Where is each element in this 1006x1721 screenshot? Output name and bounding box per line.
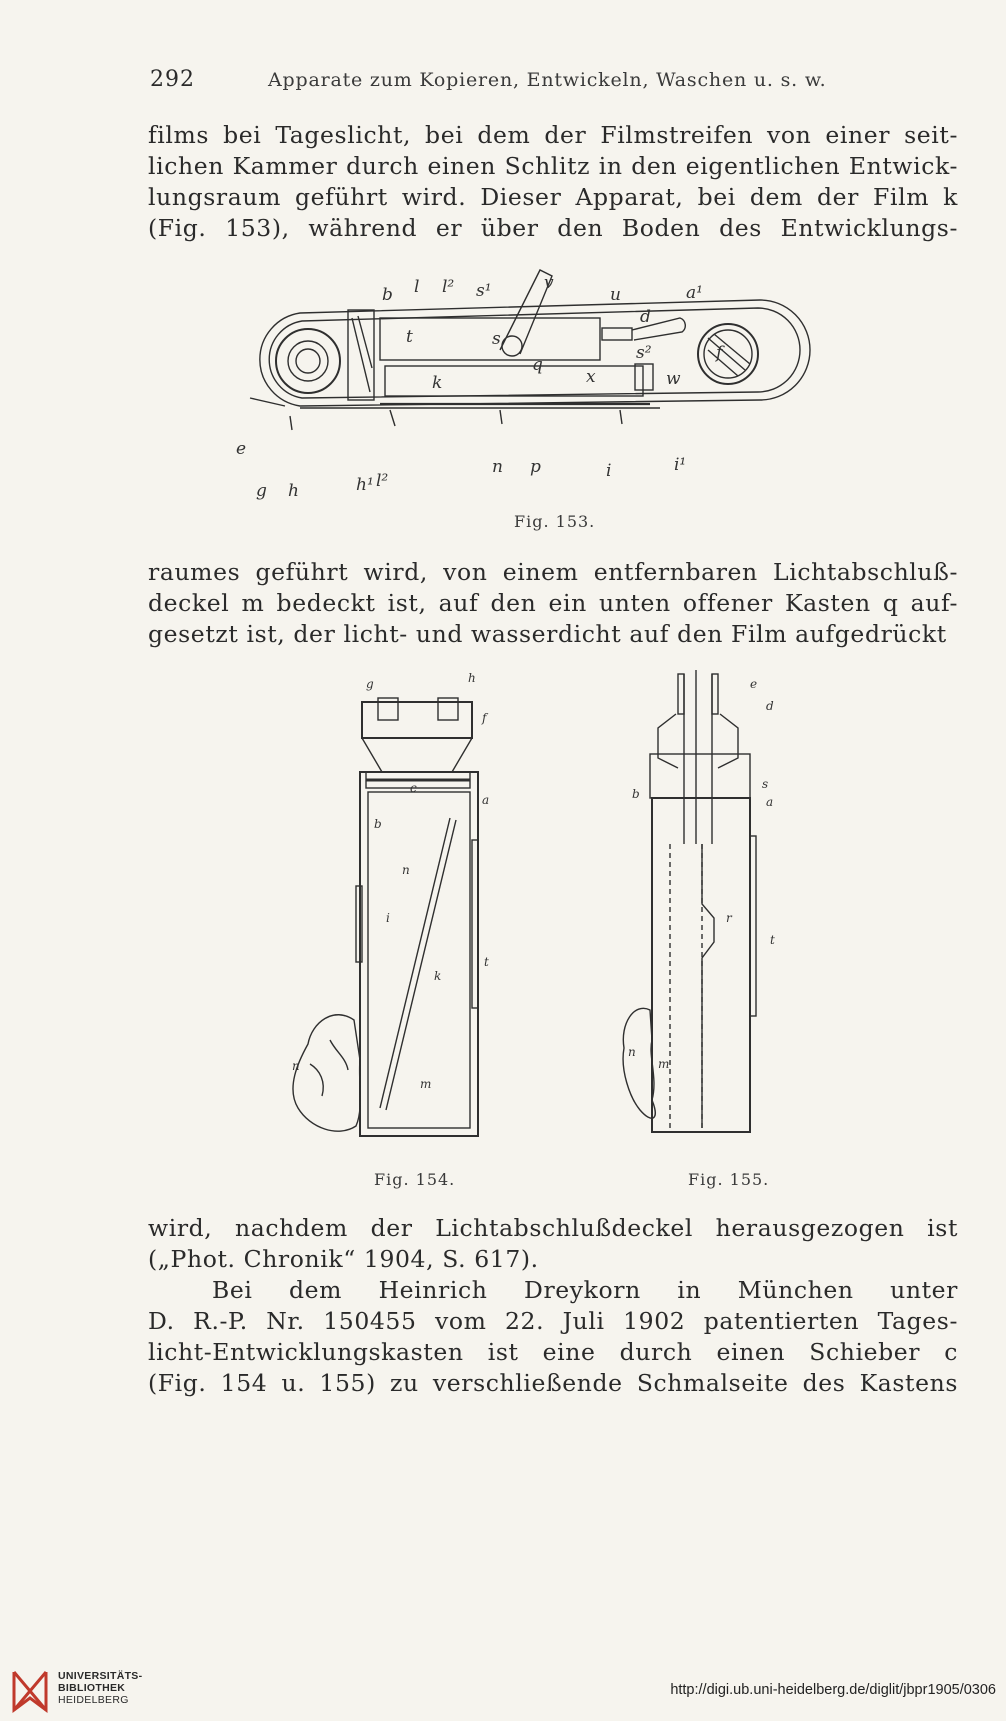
fig153-label: b bbox=[382, 285, 393, 305]
fig154-label: t bbox=[484, 955, 489, 969]
running-title: Apparate zum Kopieren, Entwickeln, Waschen u. s. w. bbox=[268, 69, 827, 91]
library-logo-icon bbox=[10, 1668, 50, 1714]
figure-153-drawing bbox=[230, 258, 850, 508]
paragraph-1 bbox=[148, 120, 958, 244]
fig154-label: c bbox=[410, 781, 417, 795]
fig153-label: k bbox=[432, 373, 443, 393]
text-line: deckel m bedeckt ist, auf den ein unten offener Kasten q auf- bbox=[148, 589, 958, 617]
fig153-label: t bbox=[406, 327, 413, 347]
figure-154-drawing bbox=[290, 668, 520, 1148]
logo-line: UNIVERSITÄTS- bbox=[58, 1670, 143, 1682]
fig155-label: s bbox=[762, 777, 769, 791]
fig153-label: n bbox=[492, 457, 503, 477]
fig154-label: b bbox=[374, 817, 382, 831]
fig153-label: g bbox=[256, 481, 267, 501]
running-head bbox=[150, 67, 850, 95]
fig153-label: e bbox=[236, 439, 247, 459]
fig153-label: s² bbox=[636, 343, 652, 363]
figure-153-illustration bbox=[230, 258, 850, 508]
fig155-label: d bbox=[766, 699, 774, 713]
paragraph-2 bbox=[148, 557, 958, 650]
text-line: films bei Tageslicht, bei dem der Filmstreifen von einer seit- bbox=[148, 121, 958, 149]
fig155-label: n bbox=[628, 1045, 636, 1059]
fig153-label: d bbox=[640, 307, 651, 327]
fig154-label: m bbox=[420, 1077, 432, 1091]
text-line: D. R.-P. Nr. 150455 vom 22. Juli 1902 patentierten Tages- bbox=[148, 1307, 958, 1335]
figure-154-caption: Fig. 154. bbox=[374, 1170, 456, 1189]
fig154-label: h bbox=[468, 671, 476, 685]
figure-155-caption: Fig. 155. bbox=[688, 1170, 770, 1189]
page-number: 292 bbox=[150, 67, 195, 92]
fig154-label: i bbox=[386, 911, 390, 925]
fig155-label: b bbox=[632, 787, 640, 801]
fig153-label: q bbox=[532, 355, 543, 375]
paragraph-3 bbox=[148, 1213, 958, 1399]
logo-line: HEIDELBERG bbox=[58, 1694, 129, 1706]
text-line: lungsraum geführt wird. Dieser Apparat, bei dem der Film k bbox=[148, 183, 958, 211]
text-line: lichen Kammer durch einen Schlitz in den eigentlichen Entwick- bbox=[148, 152, 958, 180]
fig153-label: s bbox=[492, 329, 501, 349]
footer-bar bbox=[0, 1660, 1006, 1721]
text-line: wird, nachdem der Lichtabschlußdeckel herausgezogen ist bbox=[148, 1214, 958, 1242]
fig153-label: h bbox=[288, 481, 299, 501]
logo-line: BIBLIOTHEK bbox=[58, 1682, 126, 1694]
figure-155-drawing bbox=[630, 668, 870, 1148]
source-url-link[interactable]: http://digi.ub.uni-heidelberg.de/diglit/jbpr1905/0306 bbox=[670, 1682, 996, 1698]
fig153-label: v bbox=[544, 273, 554, 293]
fig153-label: s¹ bbox=[476, 281, 492, 301]
fig154-label: a bbox=[482, 793, 490, 807]
fig153-label: a¹ bbox=[686, 283, 703, 303]
fig155-label: t bbox=[770, 933, 775, 947]
fig153-label: i bbox=[606, 461, 612, 481]
fig154-label: n bbox=[402, 863, 410, 877]
fig154-label: k bbox=[434, 969, 442, 983]
fig155-label: m bbox=[658, 1057, 670, 1071]
fig153-label: l² bbox=[376, 471, 389, 491]
fig153-label: i¹ bbox=[674, 455, 687, 475]
figure-155-illustration bbox=[630, 668, 870, 1148]
fig153-label: l² bbox=[442, 277, 455, 297]
figure-154-illustration bbox=[290, 668, 520, 1148]
fig154-label: f bbox=[482, 711, 487, 725]
library-logo-text bbox=[58, 1670, 142, 1706]
fig153-label: w bbox=[666, 369, 681, 389]
text-line: („Phot. Chronik“ 1904, S. 617). bbox=[148, 1245, 539, 1273]
fig155-label: e bbox=[750, 677, 758, 691]
fig155-label: a bbox=[766, 795, 774, 809]
fig153-label: u bbox=[610, 285, 621, 305]
text-line: raumes geführt wird, von einem entfernbaren Lichtabschluß- bbox=[148, 558, 958, 586]
figure-153-caption: Fig. 153. bbox=[514, 512, 596, 531]
text-line: gesetzt ist, der licht- und wasserdicht auf den Film aufgedrückt bbox=[148, 620, 947, 648]
fig153-label: x bbox=[586, 367, 596, 387]
fig154-label: g bbox=[366, 677, 374, 691]
fig154-label: n bbox=[292, 1059, 300, 1073]
text-line: Bei dem Heinrich Dreykorn in München unter bbox=[212, 1276, 958, 1304]
fig153-label: p bbox=[530, 457, 541, 477]
fig153-label: f bbox=[716, 343, 723, 363]
text-line: (Fig. 154 u. 155) zu verschließende Schmalseite des Kastens bbox=[148, 1369, 958, 1397]
fig153-label: h¹ bbox=[356, 475, 374, 495]
text-line: (Fig. 153), während er über den Boden des Entwicklungs- bbox=[148, 214, 958, 242]
fig153-label: l bbox=[414, 277, 420, 297]
fig155-label: r bbox=[726, 911, 732, 925]
text-line: licht-Entwicklungskasten ist eine durch einen Schieber c bbox=[148, 1338, 958, 1366]
